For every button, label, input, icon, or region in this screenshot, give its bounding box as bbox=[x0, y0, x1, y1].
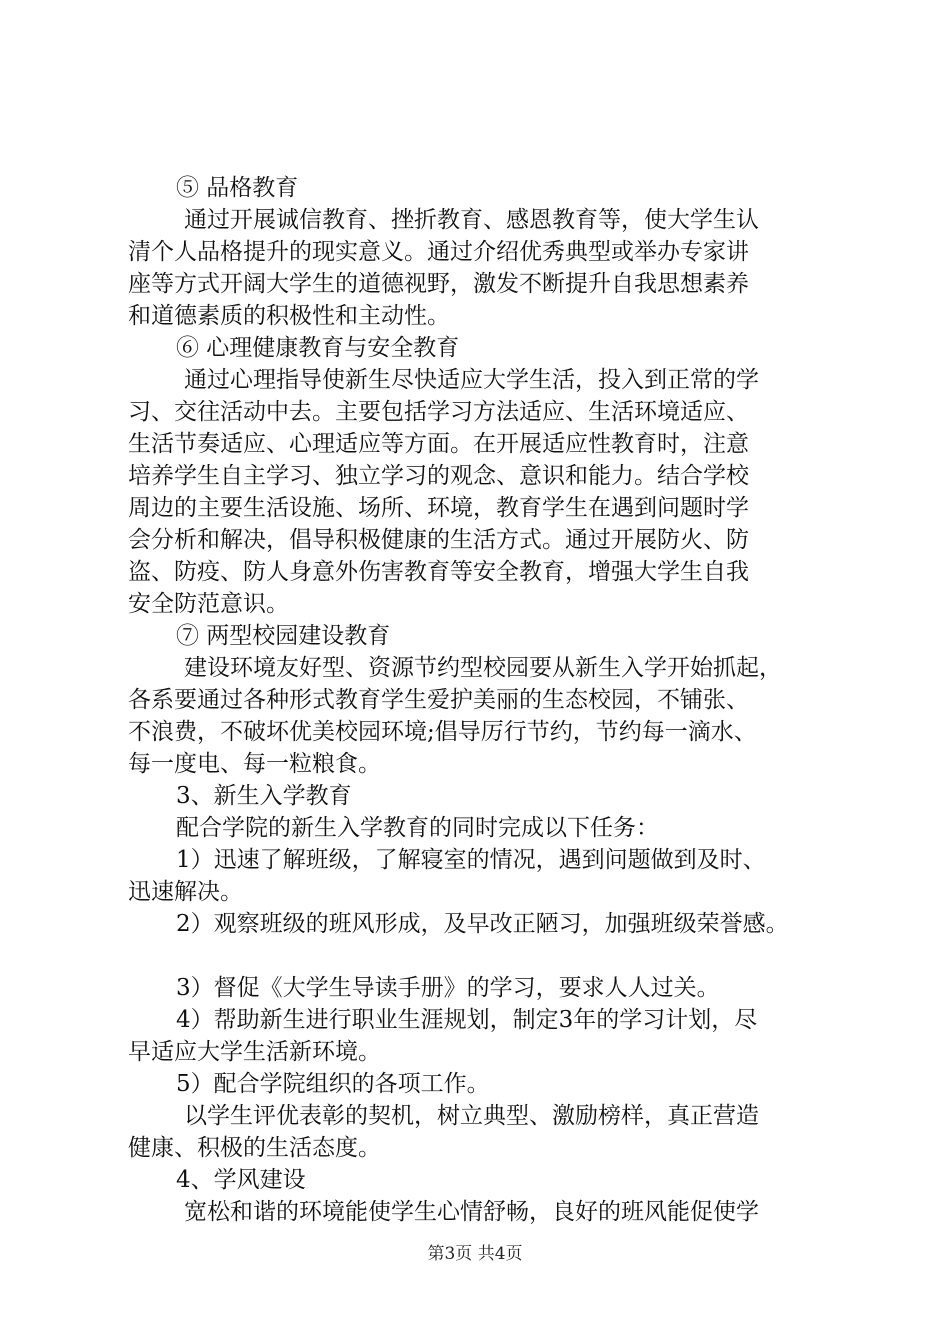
paragraph-line: 和道德素质的积极性和主动性。 bbox=[128, 303, 450, 329]
paragraph-line: 每一度电、每一粒粮食。 bbox=[128, 751, 381, 777]
list-item-line: 4）帮助新生进行职业生涯规划，制定3年的学习计划，尽 bbox=[176, 1007, 758, 1033]
heading-character-education: ⑤ 品格教育 bbox=[176, 175, 299, 201]
paragraph-line: 培养学生自主学习、独立学习的观念、意识和能力。结合学校 bbox=[128, 463, 749, 489]
list-item-line: 迅速解决。 bbox=[128, 879, 243, 905]
paragraph-line: 习、交往活动中去。主要包括学习方法适应、生活环境适应、 bbox=[128, 399, 749, 425]
heading-mental-health-safety: ⑥ 心理健康教育与安全教育 bbox=[176, 335, 460, 361]
page-number-label: 第3页 共4页 bbox=[427, 1244, 523, 1264]
paragraph-line: 通过心理指导使新生尽快适应大学生活，投入到正常的学 bbox=[184, 367, 759, 393]
paragraph-line: 会分析和解决，倡导积极健康的生活方式。通过开展防火、防 bbox=[128, 527, 749, 553]
list-item-line: 早适应大学生活新环境。 bbox=[128, 1039, 381, 1065]
list-item-line: 5）配合学院组织的各项工作。 bbox=[176, 1071, 490, 1097]
heading-two-type-campus: ⑦ 两型校园建设教育 bbox=[176, 623, 391, 649]
paragraph-line: 座等方式开阔大学生的道德视野，激发不断提升自我思想素养 bbox=[128, 271, 749, 297]
list-item-line: 1）迅速了解班级，了解寝室的情况，遇到问题做到及时、 bbox=[176, 847, 766, 873]
paragraph-line: 以学生评优表彰的契机，树立典型、激励榜样，真正营造 bbox=[184, 1103, 759, 1129]
heading-freshman-orientation: 3、新生入学教育 bbox=[176, 783, 352, 809]
paragraph-line: 宽松和谐的环境能使学生心情舒畅，良好的班风能促使学 bbox=[184, 1199, 759, 1225]
list-item-line: 2）观察班级的班风形成，及早改正陋习，加强班级荣誉感。 bbox=[176, 911, 789, 937]
paragraph-line: 周边的主要生活设施、场所、环境，教育学生在遇到问题时学 bbox=[128, 495, 749, 521]
paragraph-line: 建设环境友好型、资源节约型校园要从新生入学开始抓起， bbox=[184, 655, 782, 681]
heading-study-style: 4、学风建设 bbox=[176, 1167, 306, 1193]
paragraph-line: 配合学院的新生入学教育的同时完成以下任务： bbox=[176, 815, 659, 841]
paragraph-line: 清个人品格提升的现实意义。通过介绍优秀典型或举办专家讲 bbox=[128, 239, 749, 265]
paragraph-line: 通过开展诚信教育、挫折教育、感恩教育等，使大学生认 bbox=[184, 207, 759, 233]
paragraph-line: 各系要通过各种形式教育学生爱护美丽的生态校园，不铺张、 bbox=[128, 687, 749, 713]
paragraph-line: 生活节奏适应、心理适应等方面。在开展适应性教育时，注意 bbox=[128, 431, 749, 457]
paragraph-line: 盗、防疫、防人身意外伤害教育等安全教育，增强大学生自我 bbox=[128, 559, 749, 585]
list-item-line: 3）督促《大学生导读手册》的学习，要求人人过关。 bbox=[176, 975, 720, 1001]
page-footer bbox=[0, 1242, 950, 1266]
paragraph-line: 安全防范意识。 bbox=[128, 591, 289, 617]
paragraph-line: 健康、积极的生活态度。 bbox=[128, 1135, 381, 1161]
paragraph-line: 不浪费，不破坏优美校园环境;倡导厉行节约，节约每一滴水、 bbox=[128, 719, 757, 745]
